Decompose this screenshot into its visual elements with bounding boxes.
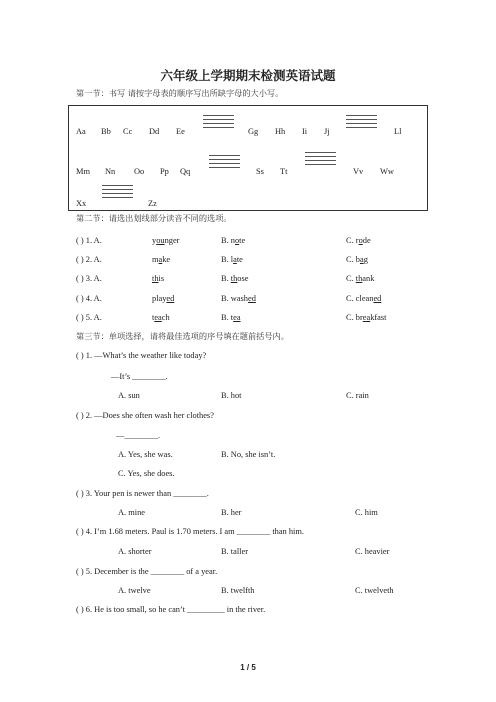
page-title: 六年级上学期期末检测英语试题	[160, 68, 336, 83]
question-number: ( ) 4. A.	[76, 294, 102, 303]
option-c: C. Yes, she does.	[118, 469, 175, 478]
option-a: A. twelve	[118, 586, 151, 595]
question-number: ( ) 2. A.	[76, 255, 102, 264]
letter: Ww	[380, 167, 394, 176]
option-a: A. Yes, she was.	[118, 450, 173, 459]
option-b: B. note	[221, 236, 246, 245]
question-stem: ( ) 3. Your pen is newer than ________.	[76, 489, 209, 498]
option-b: B. her	[221, 508, 242, 517]
option-c: C. twelveth	[355, 586, 394, 595]
option-b: B. washed	[221, 294, 256, 303]
letter: Aa	[76, 127, 86, 136]
option-a: A. shorter	[118, 547, 152, 556]
option-a: teach	[152, 313, 170, 322]
option-b: B. taller	[221, 547, 248, 556]
writing-lines	[102, 185, 133, 200]
letter: Tt	[280, 167, 288, 176]
letter: Ss	[256, 167, 264, 176]
option-c: C. heavier	[355, 547, 390, 556]
option-b: B. tea	[221, 313, 241, 322]
option-c: C. thank	[346, 274, 375, 283]
section1-heading: 第一节：书写 请按字母表的顺序写出所缺字母的大小写。	[76, 88, 284, 98]
question-sub: —It’s ________.	[111, 372, 168, 381]
option-a: A. mine	[118, 508, 145, 517]
option-b: B. those	[221, 274, 249, 283]
question-number: ( ) 3. A.	[76, 274, 102, 283]
question-stem: ( ) 2. —Does she often wash her clothes?	[76, 411, 214, 420]
question-number: ( ) 1. A.	[76, 236, 102, 245]
question-sub: —________.	[116, 431, 160, 440]
option-c: C. cleaned	[346, 294, 382, 303]
letter: Vv	[353, 167, 364, 176]
page-number: 1 / 5	[240, 663, 256, 672]
letter: Nn	[105, 167, 116, 176]
letter: Ii	[302, 127, 308, 136]
option-c: C. bag	[346, 255, 368, 264]
option-c: C. breakfast	[346, 313, 387, 322]
option-a: this	[152, 274, 165, 283]
question-stem: ( ) 1. —What’s the weather like today?	[76, 351, 207, 360]
letter: Qq	[180, 167, 191, 176]
option-b: B. twelfth	[221, 586, 255, 595]
option-a: A. sun	[118, 391, 140, 400]
option-b: B. hot	[221, 391, 242, 400]
option-a: played	[152, 294, 175, 303]
letter: Dd	[149, 127, 160, 136]
letter: Mm	[76, 167, 90, 176]
option-c: C. rain	[346, 391, 369, 400]
question-stem: ( ) 4. I’m 1.68 meters. Paul is 1.70 meters. I am ________ than him.	[76, 527, 304, 536]
section3-heading: 第三节：单项选择，请将最佳选项的序号填在题前括号内。	[76, 331, 289, 341]
option-c: C. him	[355, 508, 378, 517]
letter: Ll	[394, 127, 402, 136]
section2-heading: 第二节：请选出划线部分读音不同的选项。	[76, 213, 232, 223]
letter: Zz	[148, 199, 157, 208]
option-b: B. late	[221, 255, 243, 264]
letter: Gg	[248, 127, 259, 136]
letter: Bb	[101, 127, 111, 136]
writing-lines	[346, 115, 377, 130]
letter: Pp	[160, 167, 169, 176]
letter: Jj	[324, 127, 330, 136]
writing-lines	[203, 115, 234, 130]
letter: Hh	[275, 127, 286, 136]
letter: Oo	[134, 167, 145, 176]
letter: Xx	[76, 199, 87, 208]
option-a: younger	[152, 236, 180, 245]
option-a: make	[152, 255, 171, 264]
letter: Cc	[123, 127, 133, 136]
writing-lines	[209, 155, 240, 170]
option-c: C. rode	[346, 236, 371, 245]
question-number: ( ) 5. A.	[76, 313, 102, 322]
writing-lines	[305, 152, 336, 167]
option-b: B. No, she isn’t.	[221, 450, 276, 459]
question-stem: ( ) 5. December is the ________ of a year.	[76, 567, 218, 576]
letter: Ee	[176, 127, 185, 136]
question-stem: ( ) 6. He is too small, so he can’t _________ in the river.	[76, 605, 266, 614]
